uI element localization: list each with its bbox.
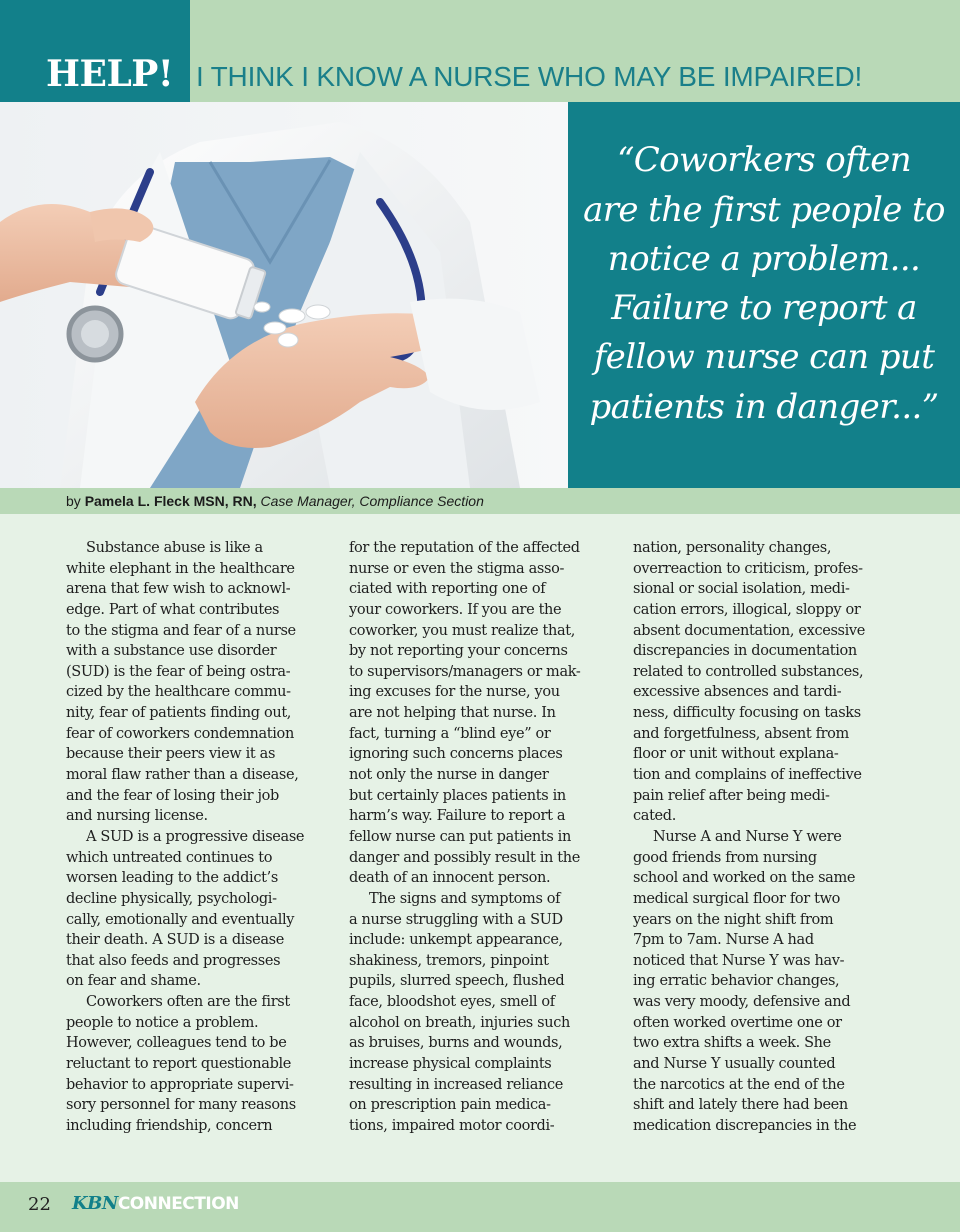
body-text-line: tion and complains of ineffective [633, 767, 862, 784]
body-text-line: absent documentation, excessive [633, 622, 865, 639]
pull-quote [568, 102, 960, 488]
body-text-line: including friendship, concern [66, 1117, 273, 1134]
body-text-line: related to controlled substances, [633, 663, 864, 680]
body-text-line: and Nurse Y usually counted [633, 1056, 836, 1073]
body-text-line: which untreated continues to [66, 849, 273, 866]
body-text-line: discrepancies in documentation [633, 643, 857, 660]
body-text-line: coworker, you must realize that, [349, 622, 575, 639]
body-text-line: sional or social isolation, medi- [633, 581, 850, 598]
body-text-line: danger and possibly result in the [349, 849, 580, 866]
body-text-line: However, colleagues tend to be [66, 1035, 287, 1052]
quote-line: fellow nurse can put [593, 337, 935, 377]
body-text-line: and nursing license. [66, 808, 208, 825]
body-text-line: your coworkers. If you are the [349, 601, 562, 618]
quote-line: notice a problem... [607, 239, 921, 279]
quote-line: Failure to report a [611, 288, 917, 328]
byline-by: by [66, 493, 81, 509]
body-text-line: shakiness, tremors, pinpoint [349, 952, 549, 969]
body-text-line: nity, fear of patients finding out, [66, 705, 292, 722]
body-text-line: because their peers view it as [66, 746, 276, 763]
body-text-line: was very moody, defensive and [633, 994, 851, 1011]
body-text-line: cation errors, illogical, sloppy or [633, 601, 861, 618]
body-text-line: floor or unit without explana- [633, 746, 839, 763]
body-text-line: harm’s way. Failure to report a [349, 808, 566, 825]
body-text-line: that also feeds and progresses [66, 952, 281, 969]
quote-line: “Coworkers often [616, 140, 912, 180]
body-text-line: two extra shifts a week. She [633, 1035, 831, 1052]
quote-line: are the first people to [583, 190, 945, 230]
body-text-line: with a substance use disorder [66, 643, 277, 660]
body-text-line: increase physical complaints [349, 1056, 552, 1073]
body-text-line: edge. Part of what contributes [66, 601, 280, 618]
body-text-line: include: unkempt appearance, [349, 932, 563, 949]
article-title: I THINK I KNOW A NURSE WHO MAY BE IMPAIRED! [196, 61, 863, 92]
body-text-line: fear of coworkers condemnation [66, 725, 294, 742]
body-text-line: excessive absences and tardi- [633, 684, 842, 701]
page-number: 22 [28, 1194, 51, 1215]
kbn-connection-logo [72, 1193, 239, 1214]
body-text-line: on fear and shame. [66, 973, 201, 990]
body-text-line: white elephant in the healthcare [66, 560, 295, 577]
body-text-line: reluctant to report questionable [66, 1056, 292, 1073]
body-text-line: not only the nurse in danger [349, 767, 549, 784]
body-text-line: decline physically, psychologi- [66, 890, 277, 907]
body-text-line: ing erratic behavior changes, [633, 973, 840, 990]
body-text-line: behavior to appropriate supervi- [66, 1076, 294, 1093]
body-text-line: their death. A SUD is a disease [66, 932, 284, 949]
body-text-line: are not helping that nurse. In [349, 705, 556, 722]
body-text-line: people to notice a problem. [66, 1014, 259, 1031]
body-text-line: pupils, slurred speech, flushed [349, 973, 565, 990]
body-text-line: shift and lately there had been [633, 1097, 848, 1114]
body-text-line: ignoring such concerns places [349, 746, 563, 763]
body-text-line: sory personnel for many reasons [66, 1097, 296, 1114]
body-text-line: cated. [633, 808, 676, 825]
body-text-line: cally, emotionally and eventually [66, 911, 295, 928]
byline-author: Pamela L. Fleck MSN, RN, [84, 493, 257, 509]
body-text-line: overreaction to criticism, profes- [633, 560, 863, 577]
text-column-1 [66, 538, 338, 1137]
body-text-line: school and worked on the same [633, 870, 856, 887]
body-text-line: the narcotics at the end of the [633, 1076, 845, 1093]
text-column-2 [349, 538, 621, 1137]
body-text-line: a nurse struggling with a SUD [349, 911, 563, 928]
body-text-line: resulting in increased reliance [349, 1076, 563, 1093]
body-text-line: by not reporting your concerns [349, 643, 568, 660]
body-text-line: for the reputation of the affected [349, 540, 580, 556]
logo-kbn: KBN [72, 1193, 118, 1214]
body-text-line: nation, personality changes, [633, 540, 832, 556]
body-text-line: on prescription pain medica- [349, 1097, 551, 1114]
body-text-line: often worked overtime one or [633, 1014, 842, 1031]
body-text-line: face, bloodshot eyes, smell of [349, 994, 555, 1011]
text-column-3 [633, 538, 905, 1137]
body-text-line: ciated with reporting one of [349, 581, 546, 598]
body-text-line: death of an innocent person. [349, 870, 551, 887]
byline-role: Case Manager, Compliance Section [260, 493, 484, 509]
footer [0, 1182, 960, 1232]
body-text-line: and forgetfulness, absent from [633, 725, 849, 742]
body-text-line: worsen leading to the addict’s [66, 870, 278, 887]
logo-connection: CONNECTION [117, 1194, 239, 1214]
body-text-line: ness, difficulty focusing on tasks [633, 705, 861, 722]
body-text-line: medical surgical floor for two [633, 890, 841, 907]
body-text-line: nurse or even the stigma asso- [349, 560, 565, 577]
body-text-line: moral flaw rather than a disease, [66, 767, 299, 784]
quote-line: patients in danger...” [589, 387, 939, 427]
body-text-line: Nurse A and Nurse Y were [653, 828, 842, 845]
header-help: HELP! [46, 53, 174, 95]
nurse-pills-photo [0, 102, 568, 488]
body-text-line: ing excuses for the nurse, you [349, 684, 560, 701]
body-text-line: The signs and symptoms of [369, 890, 561, 907]
body-text-line: alcohol on breath, injuries such [349, 1014, 570, 1031]
byline-bar [0, 488, 960, 514]
body-text-line: but certainly places patients in [349, 787, 566, 804]
body-text-line: arena that few wish to acknowl- [66, 581, 291, 598]
body-text-line: (SUD) is the fear of being ostra- [66, 663, 291, 680]
body-text-line: fellow nurse can put patients in [349, 828, 571, 845]
body-text-line: to supervisors/managers or mak- [349, 663, 581, 680]
body-text-line: 7pm to 7am. Nurse A had [633, 932, 814, 949]
body-text-line: cized by the healthcare commu- [66, 684, 291, 701]
body-text-line: good friends from nursing [633, 849, 817, 866]
body-text-line: as bruises, burns and wounds, [349, 1035, 563, 1052]
body-text-line: and the fear of losing their job [66, 787, 279, 804]
body-text-line: Substance abuse is like a [86, 540, 263, 556]
byline [66, 492, 484, 510]
body-text-line: A SUD is a progressive disease [86, 828, 305, 845]
body-text-line: noticed that Nurse Y was hav- [633, 952, 845, 969]
body-text-line: pain relief after being medi- [633, 787, 830, 804]
body-text-line: tions, impaired motor coordi- [349, 1117, 555, 1134]
body-text-line: to the stigma and fear of a nurse [66, 622, 296, 639]
body-text-line: fact, turning a “blind eye” or [349, 725, 551, 742]
body-text-line: medication discrepancies in the [633, 1117, 857, 1134]
body-text-line: Coworkers often are the first [86, 994, 290, 1011]
body-text-line: years on the night shift from [633, 911, 834, 928]
photo-illustration [0, 102, 568, 488]
